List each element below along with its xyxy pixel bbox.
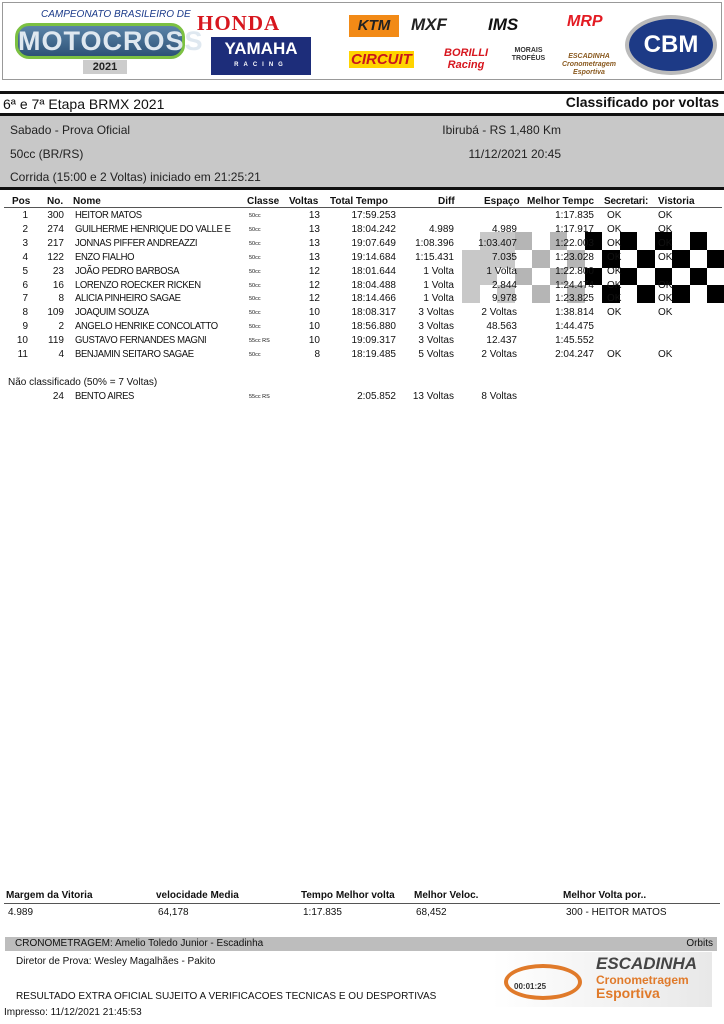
location-label: Ibirubá - RS 1,480 Km	[442, 123, 561, 137]
col-voltas: Voltas	[289, 196, 319, 207]
cell-vistoria: OK	[658, 210, 673, 221]
disclaimer: RESULTADO EXTRA OFICIAL SUJEITO A VERIFICACOES TECNICAS E OU DESPORTIVAS	[16, 991, 437, 1002]
cell-pos: 8	[22, 307, 28, 319]
borilli-logo: BORILLI Racing	[444, 47, 488, 71]
race-start-label: Corrida (15:00 e 2 Voltas) iniciado em 21:25:21	[10, 170, 261, 184]
cell-nome: ALICIA PINHEIRO SAGAE	[75, 293, 181, 305]
timing-credit-bar	[5, 937, 717, 951]
summary-value: 1:17.835	[303, 907, 342, 918]
cell-classe: 50cc	[249, 282, 261, 289]
cell-melhor: 2:04.247	[555, 349, 594, 360]
col-melhor: Melhor Tempc	[527, 196, 595, 207]
cell-total: 19:14.684	[351, 251, 396, 263]
cell-voltas: 12	[308, 279, 320, 291]
datetime-label: 11/12/2021 20:45	[468, 147, 561, 161]
cell-no: 119	[48, 335, 64, 347]
col-pos: Pos	[12, 196, 31, 207]
cell-nome: ANGELO HENRIKE CONCOLATTO	[75, 321, 218, 333]
col-secretaria: Secretari:	[604, 196, 649, 207]
cell-total: 19:09.317	[351, 335, 396, 347]
not-classified-label: Não classificado (50% = 7 Voltas)	[8, 377, 158, 388]
cell-secretaria: OK	[607, 251, 622, 263]
cell-diff: 4.989	[428, 223, 454, 235]
cell-voltas: 12	[308, 293, 320, 305]
escadinha-logo-line3: Esportiva	[596, 985, 660, 1001]
cell-no: 23	[52, 265, 64, 277]
cell-secretaria: OK	[607, 349, 622, 360]
printed-timestamp: Impresso: 11/12/2021 21:45:53	[4, 1007, 142, 1018]
cell-vistoria: OK	[658, 293, 673, 305]
race-info-box	[0, 116, 724, 187]
summary-value: 4.989	[8, 907, 34, 918]
cell-melhor: 1:24.474	[555, 279, 594, 291]
col-total: Total Tempo	[330, 196, 388, 207]
summary-header: Melhor Veloc.	[414, 890, 479, 901]
cell-melhor: 1:45.552	[555, 335, 594, 347]
cell-espaco: 48.563	[486, 321, 517, 333]
cell-pos: 11	[17, 349, 28, 360]
cell-espaco: 12.437	[486, 335, 517, 347]
cell-melhor: 1:17.835	[555, 210, 594, 221]
cell-diff: 1:15.431	[415, 251, 454, 263]
cell-pos: 1	[22, 210, 28, 221]
cell-voltas: 10	[308, 307, 320, 319]
cell-no: 8	[58, 293, 64, 305]
cell-classe: 50cc	[249, 296, 261, 303]
cell-espaco: 2.844	[491, 279, 517, 291]
morais-trofeus-logo: MORAIS TROFÉUS	[511, 47, 546, 62]
cell-vistoria: OK	[658, 279, 673, 291]
cell-vistoria: OK	[658, 251, 673, 263]
cell-pos: 2	[22, 223, 28, 235]
cell-classe: 50cc	[249, 310, 261, 317]
cell-classe: 55cc RS	[249, 338, 270, 345]
cell-pos: 10	[16, 335, 28, 347]
cbm-logo: CBM	[625, 15, 717, 75]
cell-classe: 50cc	[249, 240, 261, 247]
cell-pos: 6	[22, 279, 28, 291]
cell-diff: 1 Volta	[423, 279, 454, 291]
cell-espaco: 1:03.407	[478, 237, 517, 249]
cell-secretaria: OK	[607, 265, 622, 277]
divider	[4, 207, 722, 208]
cell-voltas: 10	[308, 321, 320, 333]
category-label: 50cc (BR/RS)	[10, 147, 84, 161]
cell-melhor: 1:22.003	[555, 237, 594, 249]
ktm-logo: KTM	[349, 15, 399, 37]
cell-diff: 3 Voltas	[418, 307, 454, 319]
table-row	[0, 293, 724, 307]
escadinha-small-logo: ESCADINHA Cronometragem Esportiva	[561, 53, 617, 76]
cell-total: 18:56.880	[351, 321, 396, 333]
cell-nome: LORENZO ROECKER RICKEN	[75, 279, 201, 291]
yamaha-logo-text: YAMAHA	[224, 39, 298, 58]
cell-no: 4	[58, 349, 64, 360]
cell-no: 122	[47, 251, 64, 263]
timing-credit: CRONOMETRAGEM: Amelio Toledo Junior - Escadinha	[15, 938, 264, 949]
escadinha-logo-line2: Cronometragem	[596, 973, 689, 987]
table-row	[0, 210, 724, 224]
cell-diff: 3 Voltas	[418, 321, 454, 333]
table-row	[0, 335, 724, 349]
cell-total: 18:08.317	[351, 307, 396, 319]
cell-diff: 5 Voltas	[418, 349, 454, 360]
yamaha-logo	[211, 37, 311, 75]
cell-secretaria: OK	[607, 223, 622, 235]
cell-voltas: 12	[308, 265, 320, 277]
ims-logo: IMS	[488, 15, 519, 34]
cell-vistoria: OK	[658, 307, 673, 319]
cell-espaco: 9.978	[491, 293, 517, 305]
cell-espaco: 8 Voltas	[481, 391, 517, 402]
sponsor-banner	[2, 2, 722, 80]
cell-espaco: 7.035	[491, 251, 517, 263]
cell-pos: 4	[22, 251, 28, 263]
motocross-logo-year: 2021	[83, 60, 127, 74]
cell-no: 300	[47, 210, 64, 221]
cell-nome: BENTO AIRES	[75, 391, 135, 402]
cell-pos: 3	[22, 237, 28, 249]
cell-nome: JOÃO PEDRO BARBOSA	[75, 265, 180, 277]
table-row	[0, 280, 724, 294]
cell-secretaria: OK	[607, 293, 622, 305]
cell-secretaria: OK	[607, 307, 622, 319]
summary-value: 300 - HEITOR MATOS	[566, 907, 667, 918]
cell-nome: JONNAS PIFFER ANDREAZZI	[75, 237, 198, 249]
escadinha-logo	[492, 952, 712, 1007]
summary-header: Margem da Vitoria	[6, 890, 93, 901]
cell-total: 2:05.852	[357, 391, 396, 402]
cell-vistoria: OK	[658, 223, 673, 235]
summary-value: 68,452	[416, 907, 447, 918]
col-espaco: Espaço	[484, 196, 520, 207]
col-vistoria: Vistoria	[658, 196, 695, 207]
cell-espaco: 1 Volta	[486, 265, 517, 277]
cell-total: 19:07.649	[351, 237, 396, 249]
table-row	[0, 252, 724, 266]
cell-no: 16	[52, 279, 64, 291]
cell-diff: 1:08.396	[415, 237, 454, 249]
cell-espaco: 2 Voltas	[481, 349, 517, 360]
page-title: 6ª e 7ª Etapa BRMX 2021	[3, 96, 165, 112]
cell-nome: JOAQUIM SOUZA	[75, 307, 149, 319]
divider	[0, 187, 724, 190]
cell-total: 18:04.242	[351, 223, 396, 235]
race-director: Diretor de Prova: Wesley Magalhães - Pakito	[16, 956, 216, 967]
cell-classe: 55cc RS	[249, 394, 270, 400]
divider	[4, 903, 720, 904]
cell-vistoria: OK	[658, 237, 673, 249]
table-row	[0, 307, 724, 321]
honda-logo: HONDA	[197, 11, 281, 35]
cell-no: 109	[47, 307, 64, 319]
cell-secretaria: OK	[607, 279, 622, 291]
cell-classe: 50cc	[249, 268, 261, 275]
cell-nome: HEITOR MATOS	[75, 210, 142, 221]
table-row	[0, 321, 724, 335]
cell-voltas: 13	[308, 251, 320, 263]
cell-total: 18:04.488	[351, 279, 396, 291]
cell-melhor: 1:23.825	[555, 293, 594, 305]
col-diff: Diff	[438, 196, 455, 207]
session-label: Sabado - Prova Oficial	[10, 123, 131, 137]
table-row	[0, 238, 724, 252]
cell-diff: 3 Voltas	[418, 335, 454, 347]
table-row	[0, 224, 724, 238]
cell-classe: 50cc	[249, 213, 261, 219]
circuit-logo: CIRCUIT	[351, 51, 412, 68]
cell-total: 18:01.644	[351, 265, 396, 277]
summary-header: velocidade Media	[156, 890, 239, 901]
cell-nome: GUSTAVO FERNANDES MAGNI	[75, 335, 207, 347]
cell-pos: 7	[22, 293, 28, 305]
stopwatch-icon: 00:01:25	[504, 964, 582, 1000]
col-nome: Nome	[73, 196, 101, 207]
cell-voltas: 13	[308, 237, 320, 249]
table-row	[0, 266, 724, 280]
cell-no: 24	[52, 391, 64, 402]
cell-classe: 50cc	[249, 226, 261, 233]
cell-nome: ENZO FIALHO	[75, 251, 135, 263]
cell-nome: BENJAMIN SEITARO SAGAE	[75, 349, 194, 360]
cell-melhor: 1:44.475	[555, 321, 594, 333]
summary-header: Melhor Volta por..	[563, 890, 647, 901]
cell-no: 274	[47, 223, 64, 235]
col-classe: Classe	[247, 196, 280, 207]
cell-pos: 9	[22, 321, 28, 333]
mrp-logo: MRP	[567, 13, 603, 30]
cell-melhor: 1:22.800	[555, 265, 594, 277]
summary-header: Tempo Melhor volta	[301, 890, 395, 901]
summary-value: 64,178	[158, 907, 189, 918]
cell-total: 18:14.466	[351, 293, 396, 305]
cell-classe: 50cc	[249, 324, 261, 331]
escadinha-logo-title: ESCADINHA	[596, 954, 698, 973]
cell-melhor: 1:17.917	[555, 223, 594, 235]
cell-diff: 13 Voltas	[412, 391, 454, 402]
cell-melhor: 1:38.814	[555, 307, 594, 319]
cell-vistoria: OK	[658, 349, 673, 360]
cell-melhor: 1:23.028	[555, 251, 594, 263]
cell-classe: 50cc	[249, 254, 261, 261]
cell-voltas: 8	[314, 349, 320, 360]
cell-espaco: 2 Voltas	[481, 307, 517, 319]
cell-secretaria: OK	[607, 210, 622, 221]
cell-voltas: 13	[308, 210, 320, 221]
sort-label: Classificado por voltas	[565, 94, 719, 110]
mxf-logo: MXF	[411, 15, 447, 34]
cell-total: 17:59.253	[351, 210, 396, 221]
cell-diff: 1 Volta	[423, 265, 454, 277]
table-row	[0, 391, 724, 405]
cell-classe: 50cc	[249, 352, 261, 358]
cell-no: 217	[47, 237, 64, 249]
motocross-logo-caption: CAMPEONATO BRASILEIRO DE	[41, 9, 191, 20]
yamaha-logo-sub: RACING	[234, 62, 288, 68]
col-no: No.	[47, 196, 64, 207]
cell-nome: GUILHERME HENRIQUE DO VALLE E	[75, 223, 231, 235]
cell-no: 2	[58, 321, 64, 333]
cell-voltas: 13	[308, 223, 320, 235]
cell-secretaria: OK	[607, 237, 622, 249]
table-row	[0, 349, 724, 363]
cell-espaco: 4.989	[491, 223, 517, 235]
cell-total: 18:19.485	[351, 349, 396, 360]
cell-voltas: 10	[308, 335, 320, 347]
cell-pos: 5	[22, 265, 28, 277]
motocross-logo: MOTOCROSS	[15, 23, 185, 59]
cell-diff: 1 Volta	[423, 293, 454, 305]
timing-system: Orbits	[686, 938, 713, 949]
